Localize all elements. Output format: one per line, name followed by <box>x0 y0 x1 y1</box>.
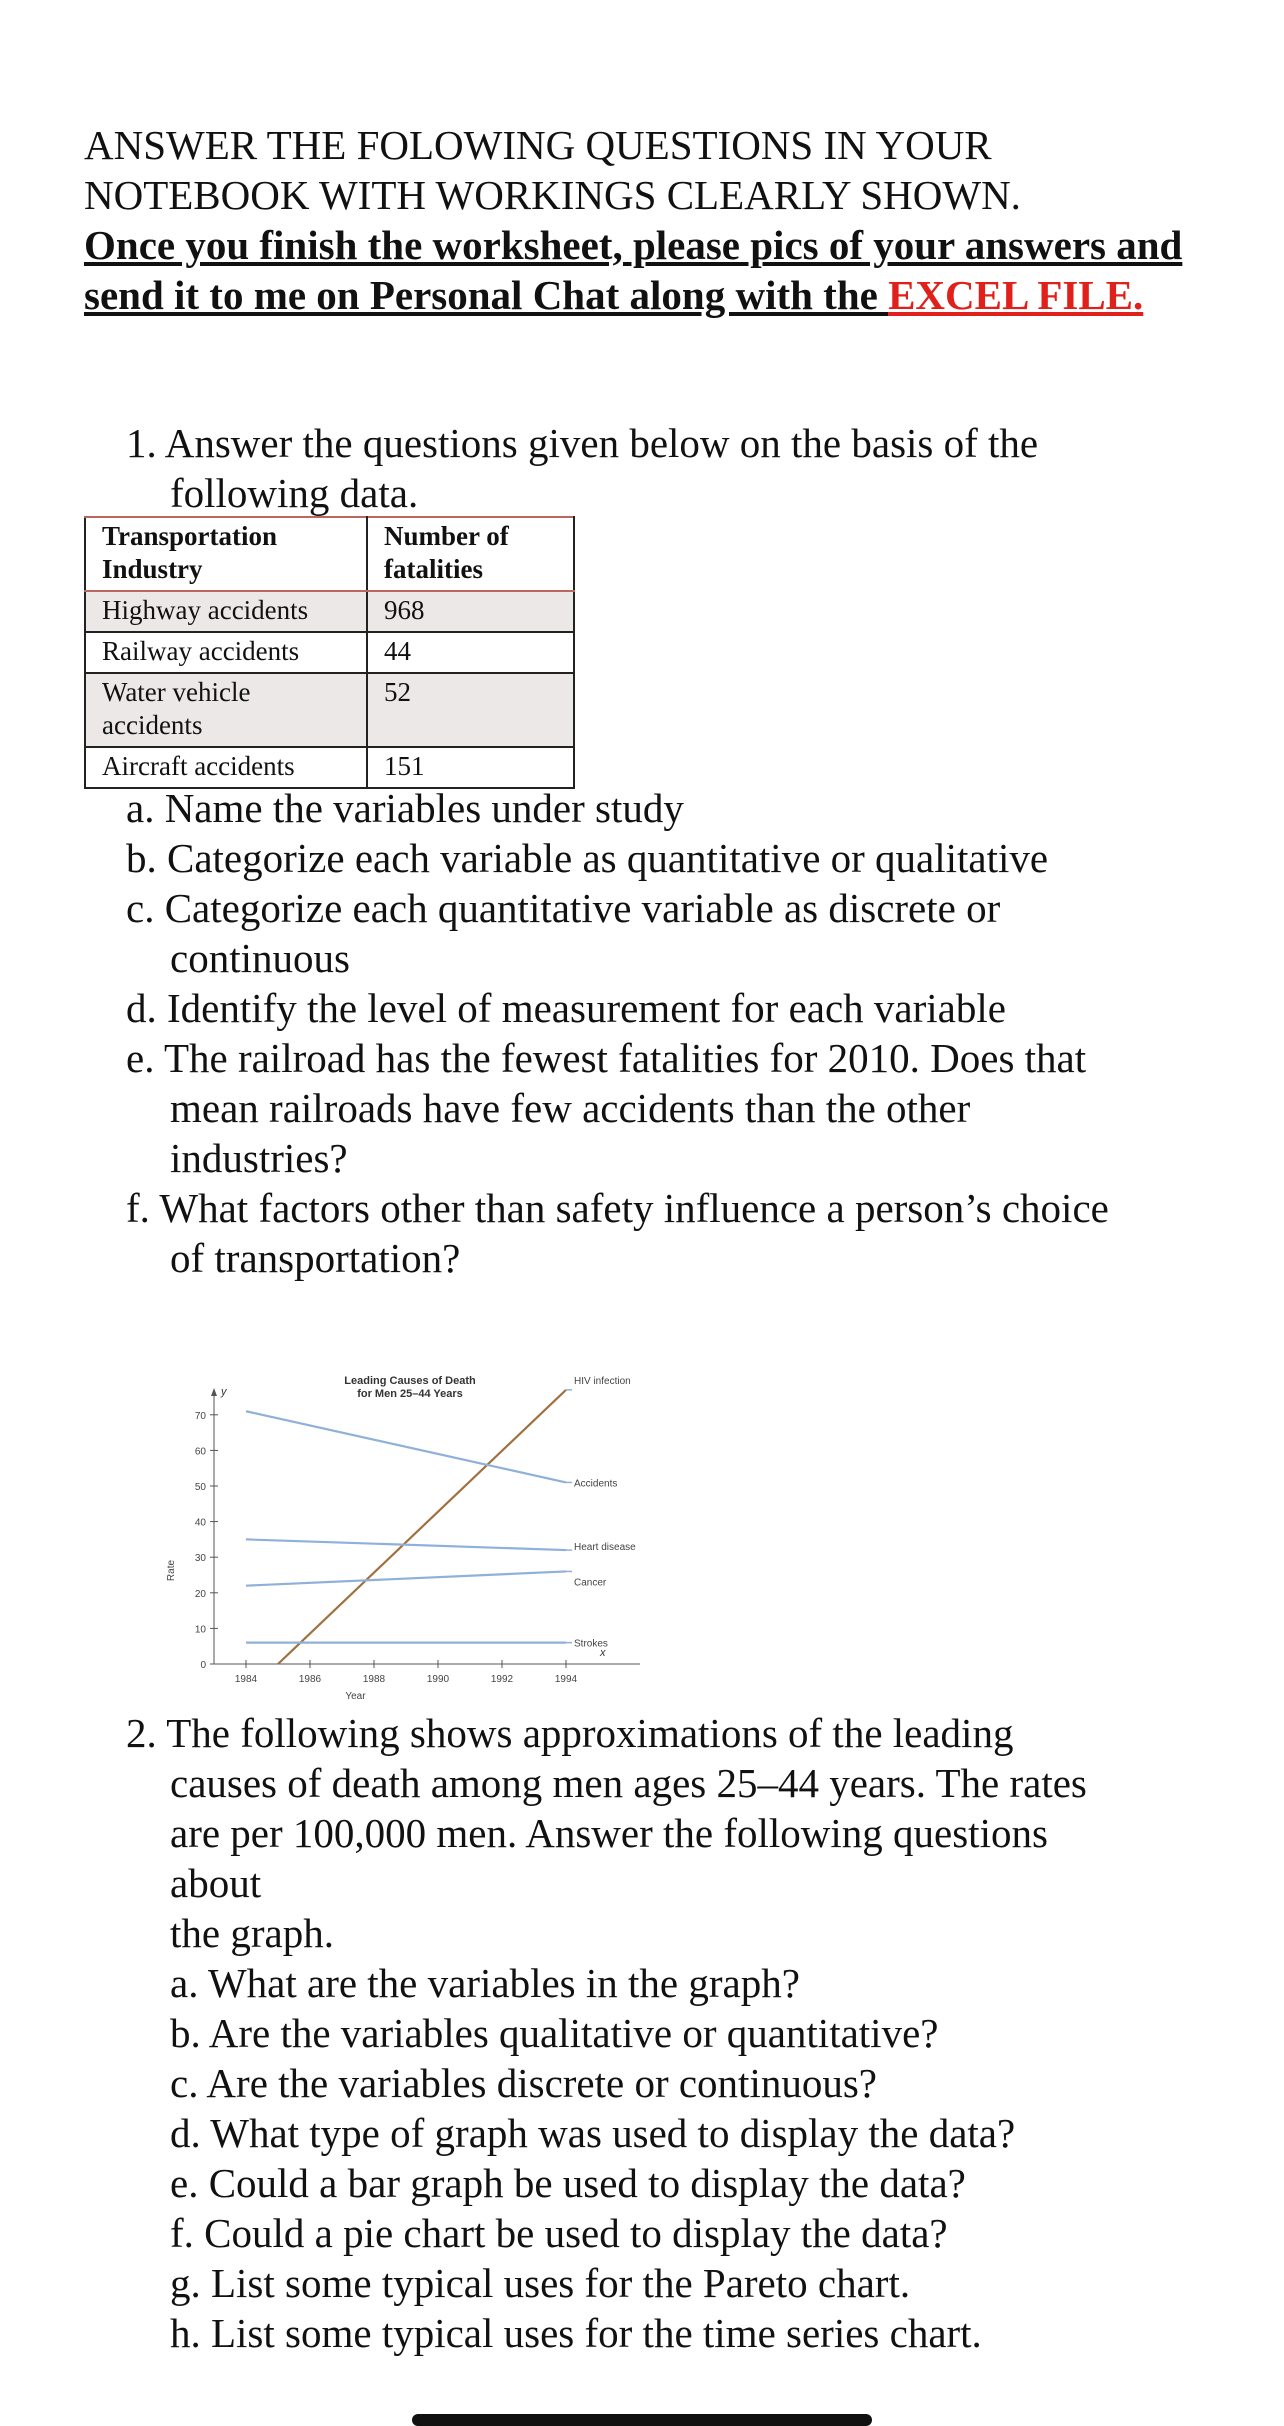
x-tick-label: 1988 <box>362 1674 386 1685</box>
series-label: Accidents <box>574 1478 618 1490</box>
series-label: Heart disease <box>574 1542 636 1554</box>
series-label: Cancer <box>574 1577 607 1589</box>
question-2-c: c. Are the variables discrete or continuous? <box>170 2060 877 2106</box>
table-cell: 968 <box>367 591 574 632</box>
y-tick-label: 50 <box>194 1482 206 1493</box>
excel-file-note: EXCEL FILE. <box>888 272 1144 318</box>
question-2-text-cont: are per 100,000 men. Answer the following questions <box>170 1810 1048 1856</box>
table-cell: Railway accidents <box>85 632 367 673</box>
subquestion-a: a. Name the variables under study <box>126 785 684 831</box>
x-tick-label: 1992 <box>490 1674 514 1685</box>
series-label: Strokes <box>574 1638 608 1650</box>
series-line <box>246 1571 566 1585</box>
table-row <box>85 673 574 747</box>
instructions <box>84 120 1214 320</box>
x-axis-letter: x <box>600 1647 606 1659</box>
instruction-line-1: ANSWER THE FOLOWING QUESTIONS IN YOUR <box>84 122 992 168</box>
table-cell: Water vehicle accidents <box>85 673 367 747</box>
instruction-line-2: NOTEBOOK WITH WORKINGS CLEARLY SHOWN. <box>84 172 1021 218</box>
y-tick-label: 0 <box>200 1660 206 1671</box>
fatalities-table <box>84 516 575 789</box>
question-2-d: d. What type of graph was used to display the data? <box>170 2110 1016 2156</box>
subquestion-c: c. Categorize each quantitative variable as discrete or <box>126 885 1001 931</box>
table-row <box>85 632 574 673</box>
question-2-text-cont: the graph. <box>170 1910 334 1956</box>
y-axis-label: Rate <box>166 1559 177 1582</box>
x-tick-label: 1990 <box>426 1674 450 1685</box>
subquestion-f: f. What factors other than safety influence a person’s choice <box>126 1185 1109 1231</box>
chart-title: for Men 25–44 Years <box>357 1388 463 1400</box>
question-2-b: b. Are the variables qualitative or quantitative? <box>170 2010 939 2056</box>
question-2-g: g. List some typical uses for the Pareto chart. <box>170 2260 911 2306</box>
question-1-text: 1. Answer the questions given below on the basis of the <box>126 420 1039 466</box>
table-cell: 44 <box>367 632 574 673</box>
y-axis-arrow <box>211 1388 217 1396</box>
submission-note <box>84 220 1214 320</box>
chart-title: Leading Causes of Death <box>344 1375 476 1387</box>
submission-note-text: Once you finish the worksheet, please pics of your answers and send it to me on Personal Chat along with the <box>84 222 1183 318</box>
header-fatalities: Number of fatalities <box>367 517 574 591</box>
x-tick-label: 1984 <box>234 1674 258 1685</box>
table-row <box>85 747 574 788</box>
subquestion-d: d. Identify the level of measurement for each variable <box>126 985 1006 1031</box>
subquestion-c-cont: continuous <box>170 935 350 981</box>
x-axis-label: Year <box>345 1691 366 1702</box>
x-tick-label: 1994 <box>554 1674 578 1685</box>
x-tick-label: 1986 <box>298 1674 322 1685</box>
y-axis-letter: y <box>221 1386 227 1398</box>
subquestion-f-cont: of transportation? <box>170 1235 461 1281</box>
series-line <box>278 1390 566 1664</box>
causes-of-death-chart <box>160 1372 680 1712</box>
question-2-a: a. What are the variables in the graph? <box>170 1960 800 2006</box>
home-indicator[interactable] <box>412 2414 872 2426</box>
y-tick-label: 40 <box>194 1517 206 1529</box>
question-2-text: 2. The following shows approximations of the leading <box>126 1710 1014 1756</box>
question-2-f: f. Could a pie chart be used to display the data? <box>170 2210 948 2256</box>
subquestion-e-cont: mean railroads have few accidents than the other <box>170 1085 971 1131</box>
question-2-e: e. Could a bar graph be used to display the data? <box>170 2160 966 2206</box>
y-tick-label: 60 <box>194 1446 206 1458</box>
question-1 <box>126 418 1186 518</box>
table-cell: Aircraft accidents <box>85 747 367 788</box>
table-row <box>85 591 574 632</box>
y-tick-label: 20 <box>194 1588 206 1600</box>
table-cell: Highway accidents <box>85 591 367 632</box>
subquestion-e: e. The railroad has the fewest fatalities for 2010. Does that <box>126 1035 1087 1081</box>
y-tick-label: 70 <box>194 1410 206 1422</box>
y-tick-label: 30 <box>194 1553 206 1565</box>
question-2 <box>126 1708 1176 2358</box>
subquestion-b: b. Categorize each variable as quantitative or qualitative <box>126 835 1049 881</box>
subquestion-e-cont-2: industries? <box>170 1135 348 1181</box>
question-1-subquestions <box>126 783 1176 1283</box>
header-industry: Transportation Industry <box>85 517 367 591</box>
y-tick-label: 10 <box>194 1624 206 1636</box>
series-label: HIV infection <box>574 1375 631 1387</box>
question-2-h: h. List some typical uses for the time series chart. <box>170 2310 982 2356</box>
table-header-row <box>85 517 574 591</box>
question-2-text-cont: about <box>170 1860 262 1906</box>
table-cell: 151 <box>367 747 574 788</box>
question-1-text-cont: following data. <box>170 470 419 516</box>
series-line <box>246 1411 566 1482</box>
table-cell: 52 <box>367 673 574 747</box>
question-2-text-cont: causes of death among men ages 25–44 years. The rates <box>170 1760 1087 1806</box>
